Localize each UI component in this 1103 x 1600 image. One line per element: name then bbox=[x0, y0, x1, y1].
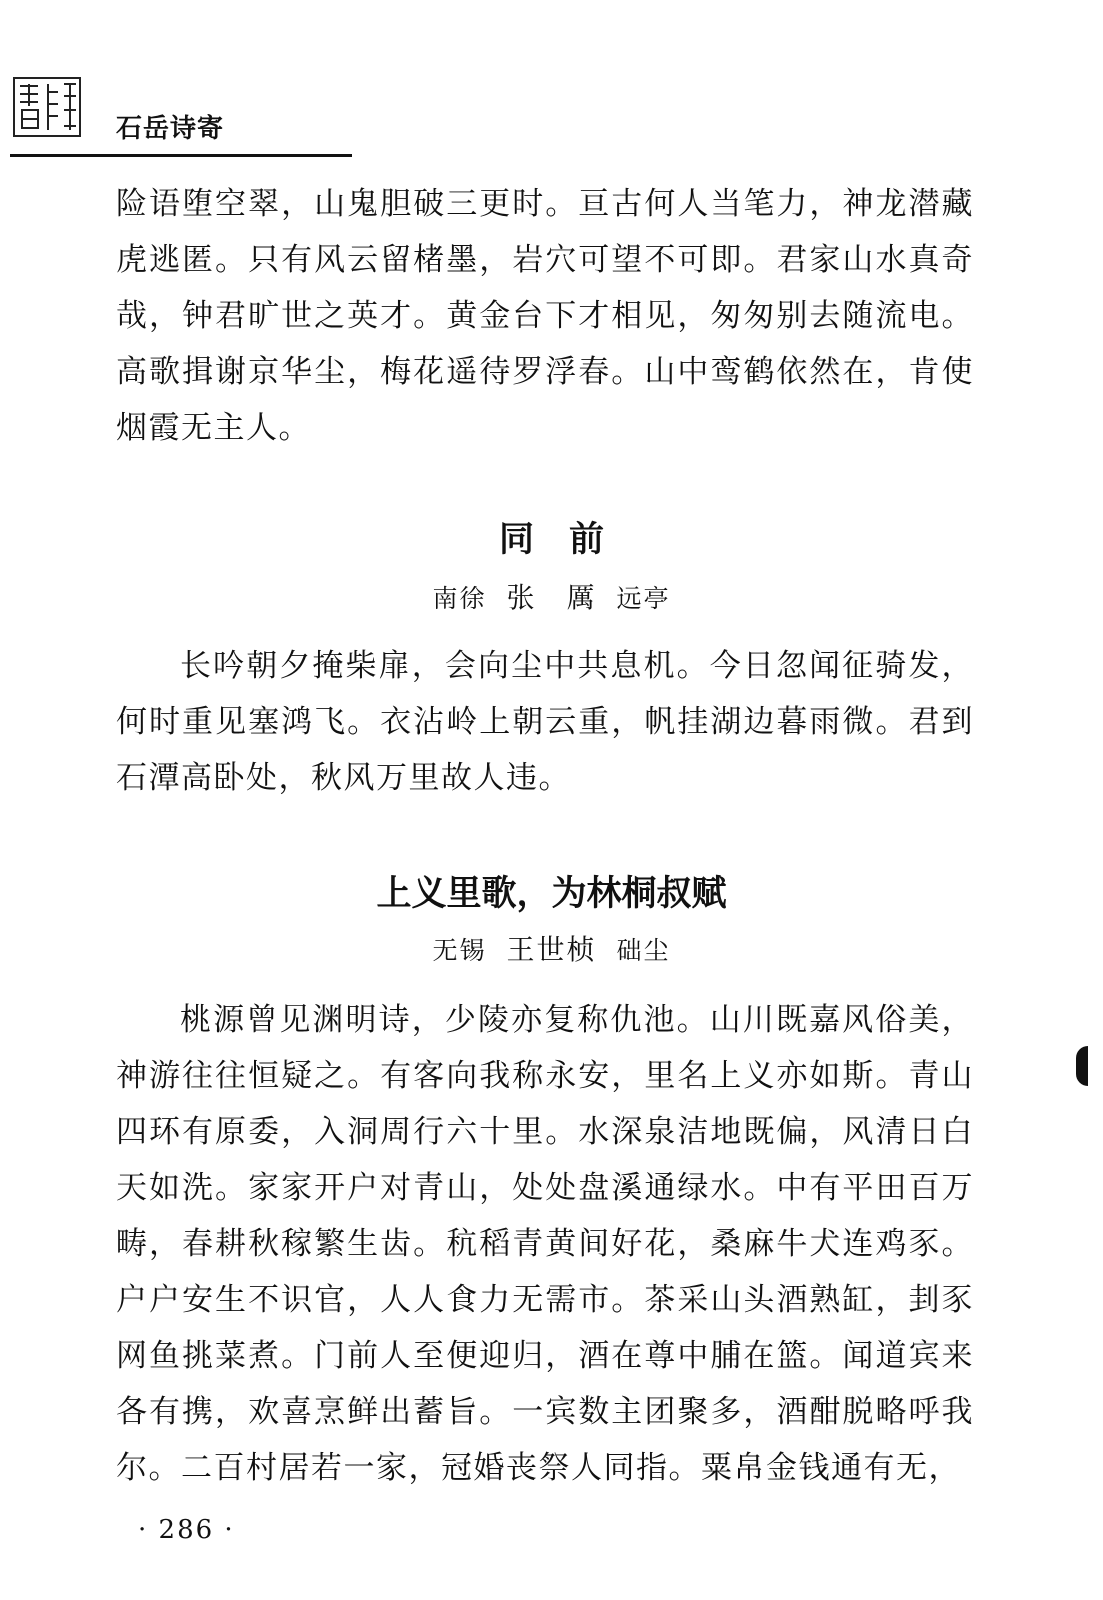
scan-edge-mark bbox=[1076, 1046, 1088, 1086]
header-rule bbox=[10, 154, 352, 157]
poem-title: 上义里歌，为林桐叔赋 bbox=[376, 874, 727, 914]
byline-author: 张 厲 bbox=[506, 581, 597, 614]
poem-body bbox=[116, 638, 974, 806]
poem-continuation-text: 险语堕空翠，山鬼胆破三更时。亘古何人当笔力，神龙潜藏虎逃匿。只有风云留楮墨，岩穴可望不可即。君家山水真奇哉，钟君旷世之英才。黄金台下才相见，匆匆别去随流电。高歌揖谢京华尘，梅花遥待罗浮春。山中鸾鹤依然在，肯使烟霞无主人。 bbox=[116, 186, 974, 446]
poem-text: 长吟朝夕掩柴扉，会向尘中共息机。今日忽闻征骑发，何时重见塞鸿飞。衣沾岭上朝云重，帆挂湖边暮雨微。君到石潭高卧处，秋风万里故人违。 bbox=[116, 648, 974, 796]
seal-logo bbox=[12, 76, 82, 138]
poem-title: 同 前 bbox=[498, 520, 604, 560]
byline-style-name: 础尘 bbox=[616, 936, 671, 965]
poem-byline bbox=[0, 928, 1103, 968]
poem-byline bbox=[0, 576, 1103, 616]
poem-body bbox=[116, 992, 974, 1496]
byline-style-name: 远亭 bbox=[616, 584, 671, 613]
byline-origin: 南徐 bbox=[432, 584, 487, 613]
byline-author: 王世桢 bbox=[506, 933, 597, 966]
poem-continuation bbox=[116, 176, 974, 456]
byline-origin: 无锡 bbox=[432, 936, 487, 965]
running-header-title: 石岳诗寄 bbox=[116, 114, 225, 144]
page-number: · 286 · bbox=[138, 1515, 235, 1545]
poem-text: 桃源曾见渊明诗，少陵亦复称仇池。山川既嘉风俗美，神游往往恒疑之。有客向我称永安，里名上义亦如斯。青山四环有原委，入洞周行六十里。水深泉洁地既偏，风清日白天如洗。家家开户对青山，处处盘溪通绿水。中有平田百万畴，春耕秋稼繁生齿。秔稻青黄间好花，桑麻牛犬连鸡豕。户户安生不识官，人人食力无需市。茶采山头酒熟缸，刲豕网鱼挑菜煮。门前人至便迎归，酒在尊中脯在篮。闻道宾来各有携，欢喜烹鲜出蓄旨。一宾数主团聚多，酒酣脱略呼我尔。二百村居若一家，冠婚丧祭人同指。粟帛金钱通有无， bbox=[116, 1002, 974, 1486]
